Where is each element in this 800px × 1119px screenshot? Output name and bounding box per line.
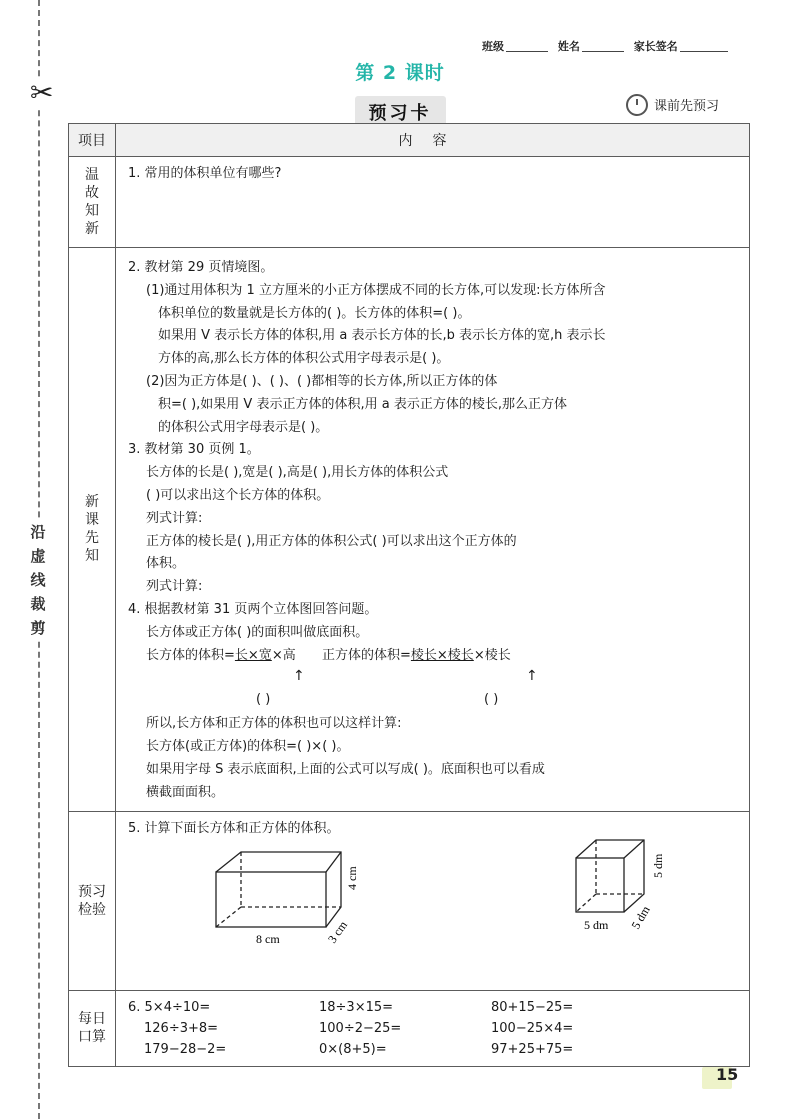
review-label: 温故知新 bbox=[85, 167, 99, 237]
cuboid-width: 3 cm bbox=[324, 917, 351, 946]
cube-formula-prefix: 正方体的体积= bbox=[322, 647, 411, 663]
daily-label-cell bbox=[69, 990, 116, 1066]
daily-content[interactable] bbox=[116, 990, 750, 1066]
q2-line: (2)因为正方体是( )、( )、( )都相等的长方体,所以正方体的体 bbox=[146, 373, 498, 389]
q4-title: 4. 根据教材第 31 页两个立体图回答问题。 bbox=[128, 601, 378, 617]
scissors-icon: ✂ bbox=[30, 76, 54, 109]
cuboid-length: 8 cm bbox=[256, 931, 280, 946]
q2-line: 如果用 V 表示长方体的体积,用 a 表示长方体的长,b 表示长方体的宽,h 表示长 bbox=[158, 328, 606, 344]
question-5: 5. 计算下面长方体和正方体的体积。 bbox=[128, 820, 340, 836]
calc-item[interactable]: 100÷2−25= bbox=[319, 1020, 402, 1036]
cube-formula-suffix: ×棱长 bbox=[473, 647, 511, 663]
new-label: 新课先知 bbox=[85, 494, 99, 565]
new-label-cell bbox=[69, 248, 116, 812]
q3-line: ( )可以求出这个长方体的体积。 bbox=[146, 487, 330, 503]
q2-line: 方体的高,那么长方体的体积公式用字母表示是( )。 bbox=[158, 351, 450, 367]
daily-label: 每日口算 bbox=[78, 1011, 106, 1046]
calc-item[interactable]: 18÷3×15= bbox=[319, 999, 394, 1015]
table-header-row bbox=[69, 124, 750, 157]
calc-item[interactable]: 100−25×4= bbox=[491, 1020, 574, 1036]
lesson-title: 第 2 课时 bbox=[355, 62, 445, 84]
cube-edge-bottom: 5 dm bbox=[584, 917, 609, 932]
cuboid-formula-suffix: ×高 bbox=[271, 647, 296, 663]
preview-label: 课前先预习 bbox=[654, 99, 720, 114]
review-content[interactable] bbox=[116, 157, 750, 248]
q3-line: 体积。 bbox=[146, 556, 186, 572]
q4-line: 如果用字母 S 表示底面积,上面的公式可以写成( )。底面积也可以看成 bbox=[146, 761, 545, 777]
cube-edge-depth: 5 dm bbox=[628, 902, 653, 932]
q3-line: 长方体的长是( ),宽是( ),高是( ),用长方体的体积公式 bbox=[146, 465, 449, 481]
q4-line: 横截面面积。 bbox=[146, 784, 225, 800]
calc-item[interactable]: 6. 5×4÷10= bbox=[128, 999, 211, 1015]
calc-grid bbox=[128, 997, 739, 1060]
check-label-cell bbox=[69, 811, 116, 990]
col-item-header: 项目 bbox=[69, 124, 116, 157]
q4-line: 长方体或正方体( )的面积叫做底面积。 bbox=[146, 624, 369, 640]
review-label-cell bbox=[69, 157, 116, 248]
new-content[interactable] bbox=[116, 248, 750, 812]
q2-line: 积=( ),如果用 V 表示正方体的体积,用 a 表示正方体的棱长,那么正方体 bbox=[158, 396, 567, 412]
q2-line: (1)通过用体积为 1 立方厘米的小正方体摆成不同的长方体,可以发现:长方体所含 bbox=[146, 282, 606, 298]
paren-blank-right[interactable]: ( ) bbox=[484, 692, 499, 708]
paren-blank-left[interactable]: ( ) bbox=[256, 692, 271, 708]
arrow-up-icon: ↑ bbox=[526, 668, 538, 685]
calc-item[interactable]: 126÷3+8= bbox=[144, 1020, 219, 1036]
parent-sign-label: 家长签名 bbox=[633, 40, 678, 53]
formula-line bbox=[128, 645, 739, 668]
calc-item[interactable]: 179−28−2= bbox=[144, 1041, 227, 1057]
calc-item[interactable]: 0×(8+5)= bbox=[319, 1041, 387, 1057]
question-1: 1. 常用的体积单位有哪些? bbox=[128, 166, 282, 181]
cuboid-figure bbox=[206, 842, 436, 952]
class-label: 班级 bbox=[482, 40, 504, 53]
q3-line: 列式计算: bbox=[146, 579, 203, 595]
q4-line: 所以,长方体和正方体的体积也可以这样计算: bbox=[146, 716, 402, 732]
parent-sign-blank[interactable] bbox=[680, 51, 728, 52]
calc-item[interactable]: 97+25+75= bbox=[491, 1041, 574, 1057]
q2-line: 体积单位的数量就是长方体的( )。长方体的体积=( )。 bbox=[158, 305, 471, 321]
q3-line: 正方体的棱长是( ),用正方体的体积公式( )可以求出这个正方体的 bbox=[146, 533, 517, 549]
cuboid-formula-base: 长×宽 bbox=[234, 647, 272, 663]
cut-label: 沿虚线裁剪 bbox=[26, 520, 52, 640]
preview-tag bbox=[626, 94, 719, 116]
student-info bbox=[482, 38, 734, 54]
card-title: 预习卡 bbox=[355, 96, 446, 128]
cube-figure bbox=[566, 832, 696, 952]
name-label: 姓名 bbox=[557, 40, 580, 53]
name-blank[interactable] bbox=[582, 51, 624, 52]
new-row bbox=[69, 248, 750, 812]
check-content[interactable] bbox=[116, 811, 750, 990]
cube-edge-height: 5 dm bbox=[651, 853, 665, 878]
preview-table bbox=[68, 123, 750, 1067]
daily-row bbox=[69, 990, 750, 1066]
q3-title: 3. 教材第 30 页例 1。 bbox=[128, 442, 260, 458]
q4-line: 长方体(或正方体)的体积=( )×( )。 bbox=[146, 739, 350, 755]
q2-line: 的体积公式用字母表示是( )。 bbox=[158, 419, 329, 435]
arrow-up-icon: ↑ bbox=[293, 668, 305, 685]
cube-formula-base: 棱长×棱长 bbox=[410, 647, 474, 663]
formula-arrows bbox=[128, 667, 739, 713]
calc-item[interactable]: 80+15−25= bbox=[491, 999, 574, 1015]
check-label: 预习检验 bbox=[78, 883, 106, 918]
check-row bbox=[69, 811, 750, 990]
cuboid-height: 4 cm bbox=[345, 865, 359, 890]
class-blank[interactable] bbox=[506, 51, 548, 52]
review-row bbox=[69, 157, 750, 248]
page-number: 15 bbox=[716, 1065, 739, 1084]
q3-line: 列式计算: bbox=[146, 510, 203, 526]
alarm-clock-icon bbox=[626, 94, 648, 116]
q2-title: 2. 教材第 29 页情境图。 bbox=[128, 260, 274, 275]
col-content-header: 内容 bbox=[116, 124, 750, 157]
cuboid-formula-prefix: 长方体的体积= bbox=[146, 647, 235, 663]
